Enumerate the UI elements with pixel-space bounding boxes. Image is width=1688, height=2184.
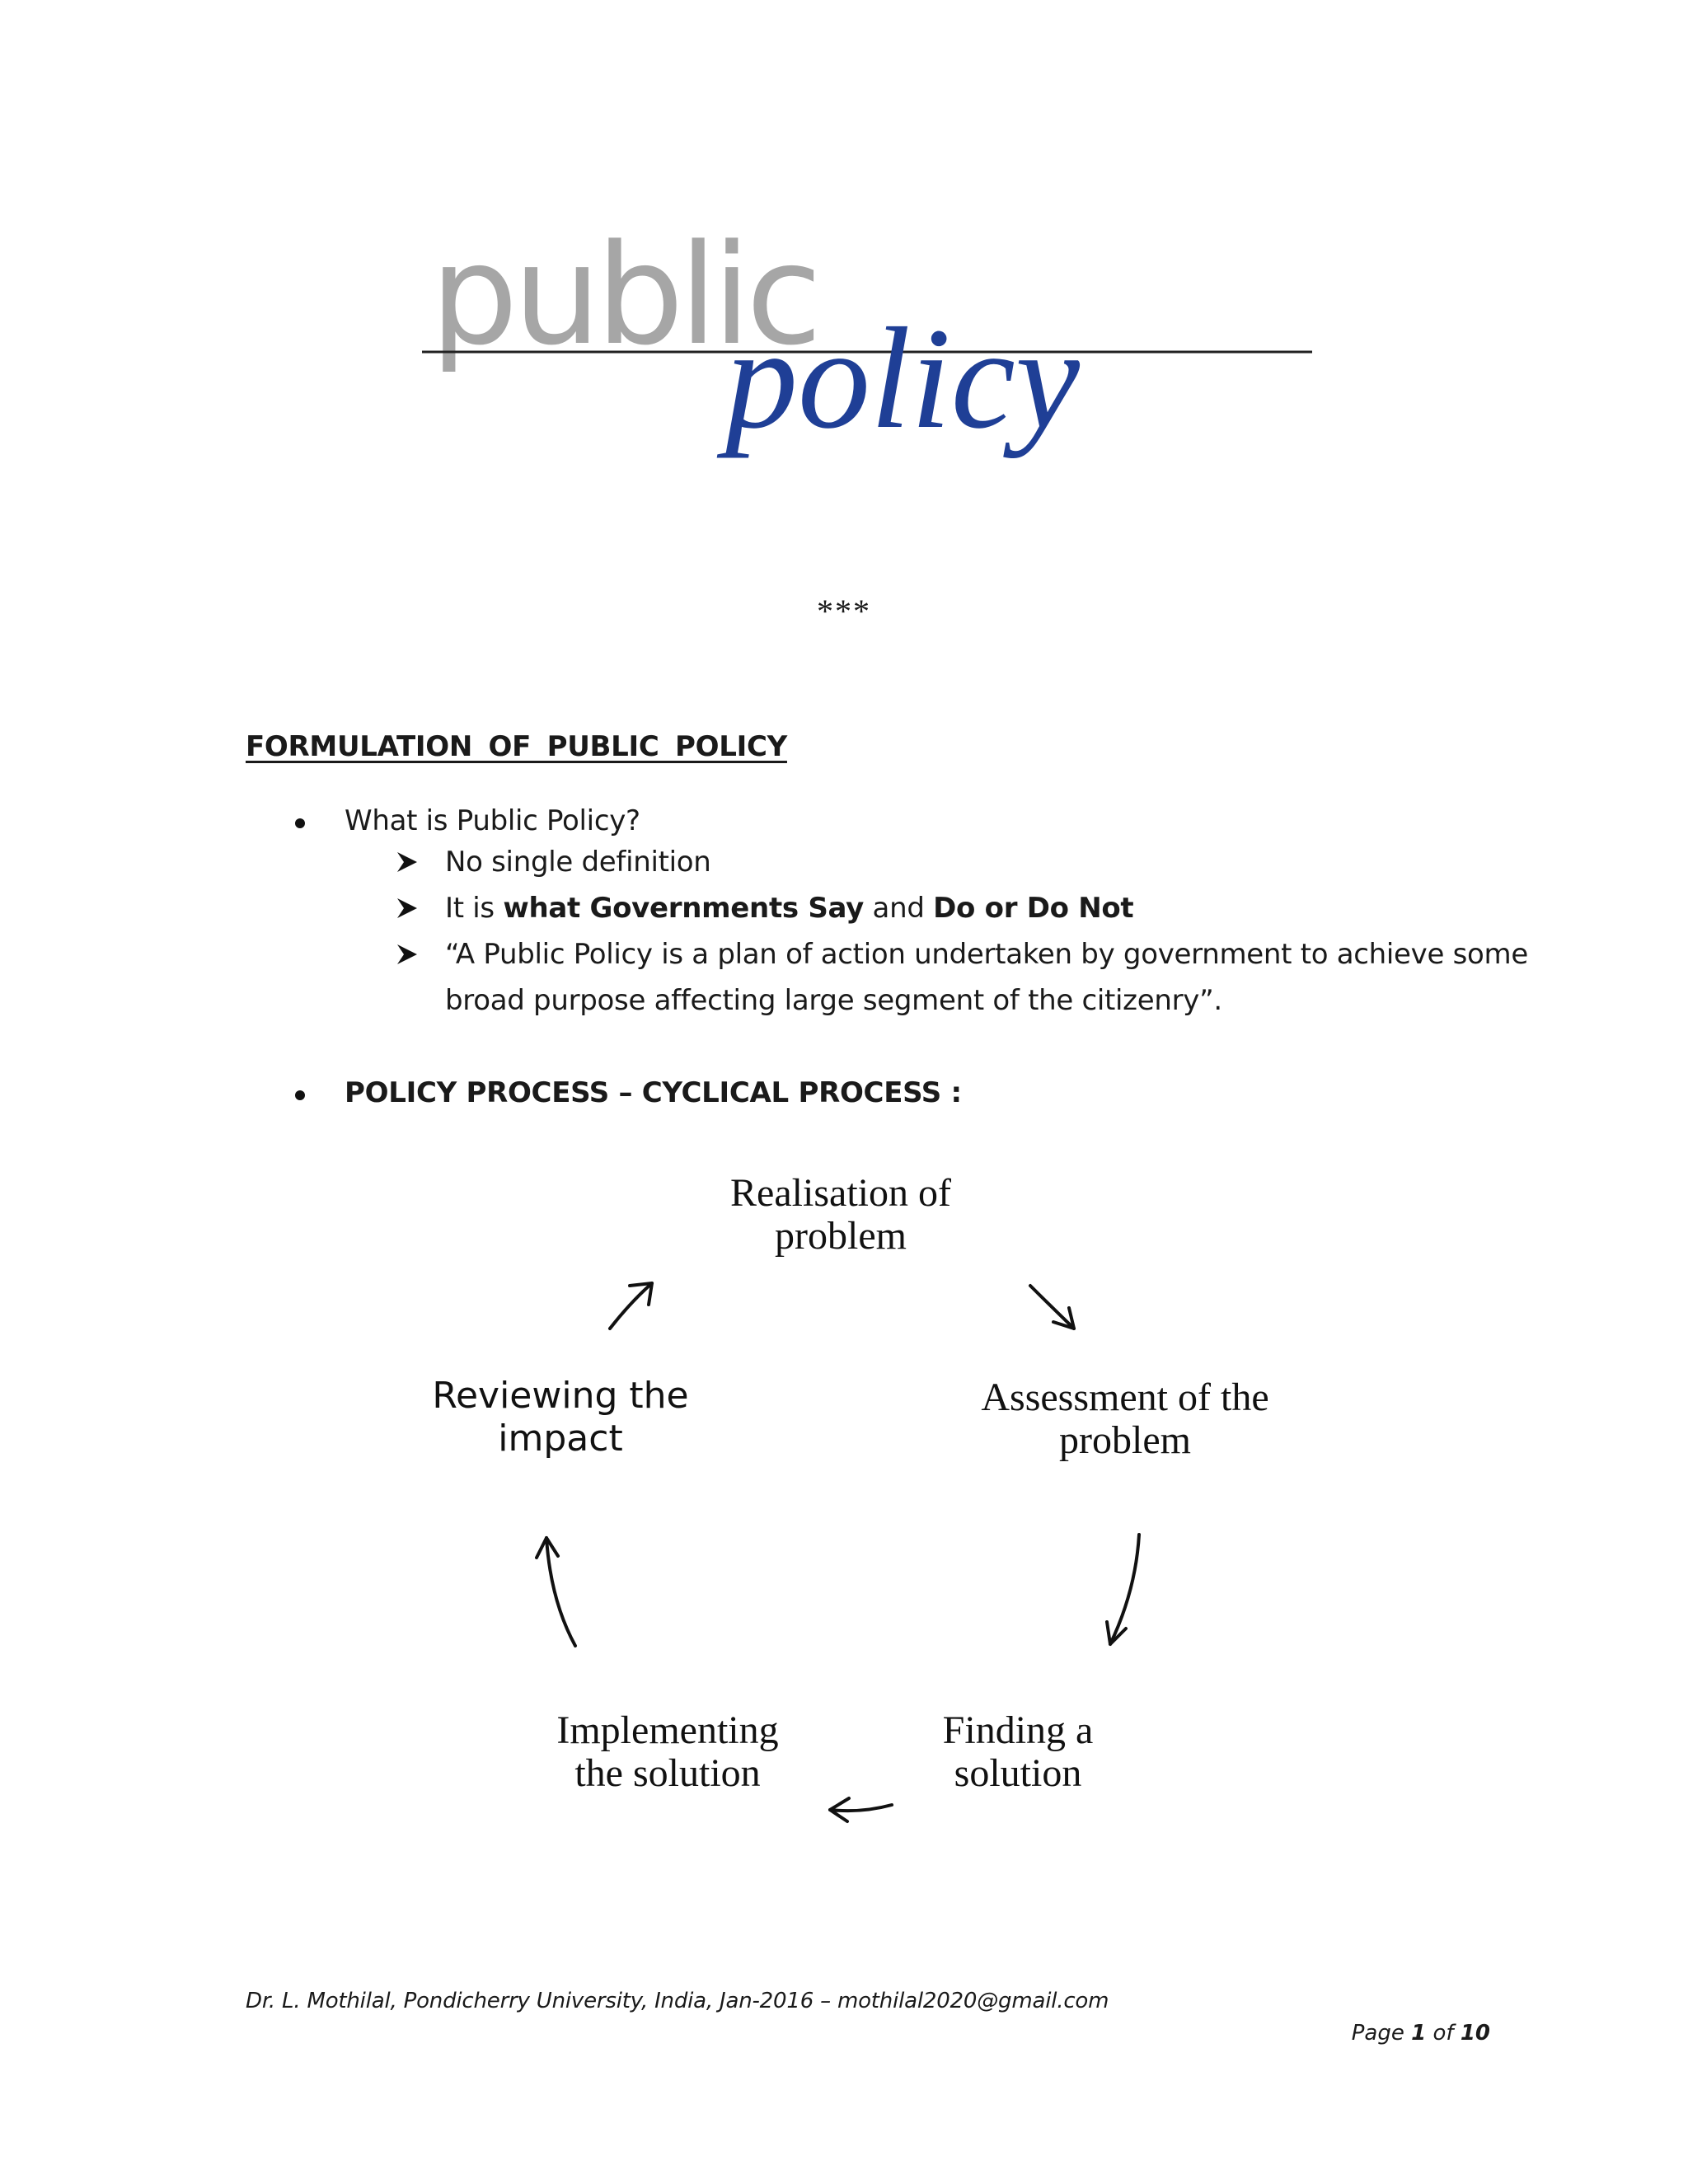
footer-author: Dr. L. Mothilal, Pondicherry University, India, Jan-2016 – mothilal2020@gmail.com [246,1989,1109,2013]
page-number: Page 1 of 10 [1351,2021,1490,2046]
section-separator: *** [817,593,871,630]
section-heading: FORMULATION OF PUBLIC POLICY [246,730,787,763]
cycle-node-reviewing: Reviewing the impact [432,1375,689,1460]
emphasis-text: what Governments Say [503,892,865,925]
quote-line: “A Public Policy is a plan of action undertaken by government to achieve some [445,938,1528,971]
arrow-implementing-to-reviewing [537,1538,575,1646]
bullet-text: What is Public Policy? [345,804,640,837]
arrow-reviewing-to-realisation [610,1283,652,1329]
sub-item-text [445,931,1528,1024]
page-total: 10 [1460,2021,1490,2046]
arrow-finding-to-implementing [830,1798,892,1821]
bullet-dot [295,1090,305,1100]
cycle-node-finding: Finding a solution [942,1708,1094,1795]
sub-item-text: It is what Governments Say and Do or Do Not [445,892,1134,925]
sub-item-text: No single definition [445,846,711,879]
quote-line: broad purpose affecting large segment of the citizenry”. [445,984,1222,1017]
cycle-node-assessment: Assessment of the problem [981,1376,1269,1462]
arrow-realisation-to-assessment [1030,1286,1074,1329]
page-current: 1 [1411,2021,1427,2046]
bullet-dot [295,818,305,828]
arrowhead-bullet-icon [396,943,419,966]
cycle-node-realisation: Realisation of problem [730,1171,951,1258]
public-policy-logo [412,223,1335,486]
emphasis-text: Do or Do Not [933,892,1134,925]
cycle-node-implementing: Implementing the solution [556,1708,779,1795]
arrow-assessment-to-finding [1107,1535,1139,1644]
arrowhead-bullet-icon [396,851,419,874]
bullet-text: POLICY PROCESS – CYCLICAL PROCESS : [345,1076,962,1109]
arrowhead-bullet-icon [396,897,419,920]
logo-word-public: public [430,223,818,376]
logo-word-policy: policy [725,298,1081,459]
